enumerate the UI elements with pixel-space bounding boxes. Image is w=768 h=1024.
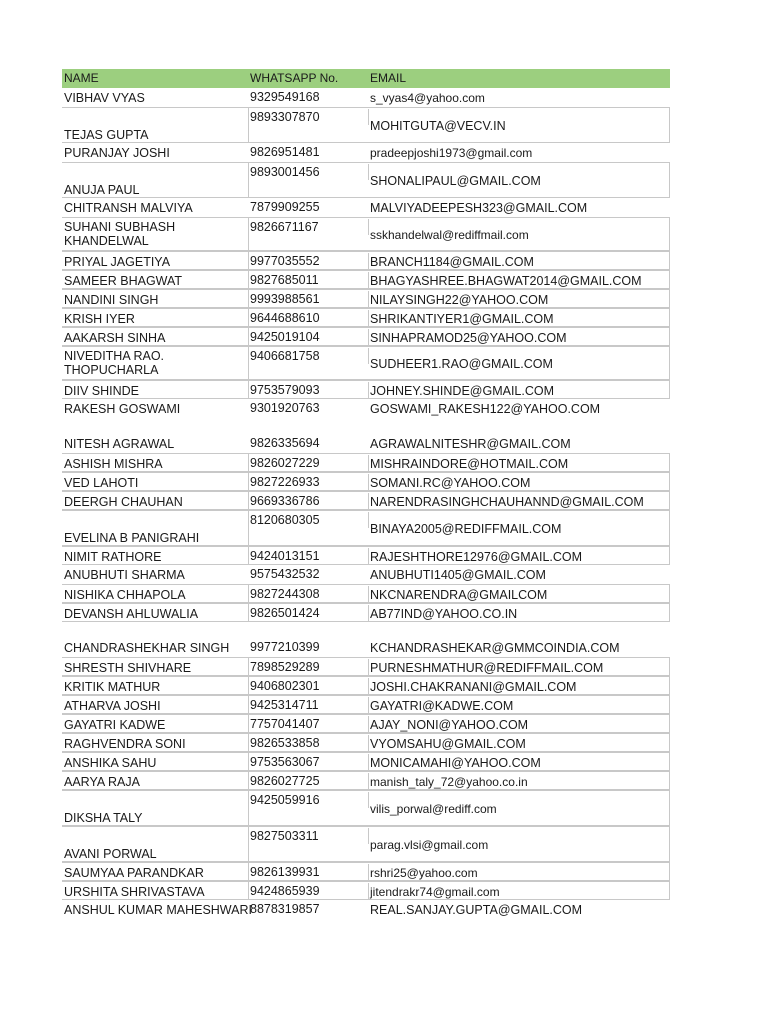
- email-cell: BHAGYASHREE.BHAGWAT2014@GMAIL.COM: [370, 274, 642, 288]
- table-row: [62, 638, 670, 657]
- email-cell: MALVIYADEEPESH323@GMAIL.COM: [370, 201, 588, 215]
- email-cell: JOSHI.CHAKRANANI@GMAIL.COM: [370, 680, 577, 694]
- table-row: [62, 491, 670, 510]
- table-row: [62, 327, 670, 346]
- whatsapp-cell: 9424865939: [250, 884, 368, 898]
- name-cell: DIIV SHINDE: [64, 384, 140, 398]
- name-cell: ASHISH MISHRA: [64, 457, 163, 471]
- table-row: [62, 162, 670, 198]
- table-row: [62, 546, 670, 565]
- whatsapp-cell: 9669336786: [250, 494, 368, 508]
- whatsapp-cell: 9977035552: [250, 254, 368, 268]
- whatsapp-cell: 9753579093: [250, 383, 368, 397]
- table-row: [62, 198, 670, 217]
- email-cell: sskhandelwal@rediffmail.com: [370, 228, 529, 242]
- name-cell: GAYATRI KADWE: [64, 718, 166, 732]
- name-cell: ANUJA PAUL: [64, 183, 140, 197]
- table-row: [62, 270, 670, 289]
- whatsapp-cell: 9827226933: [250, 475, 368, 489]
- table-row: [62, 453, 670, 472]
- whatsapp-cell: 9826671167: [250, 220, 368, 234]
- name-cell: NIVEDITHA RAO. THOPUCHARLA: [64, 349, 165, 377]
- table-row: [62, 657, 670, 676]
- name-cell: SAMEER BHAGWAT: [64, 274, 183, 288]
- table-row: [62, 714, 670, 733]
- name-cell: URSHITA SHRIVASTAVA: [64, 885, 205, 899]
- whatsapp-cell: 9329549168: [250, 90, 320, 104]
- spacer-row: [62, 418, 670, 434]
- name-cell: SUHANI SUBHASH KHANDELWAL: [64, 220, 176, 248]
- email-cell: MISHRAINDORE@HOTMAIL.COM: [370, 457, 569, 471]
- email-cell: rshri25@yahoo.com: [370, 866, 478, 880]
- whatsapp-cell: 9893001456: [250, 165, 368, 179]
- table-row: [62, 308, 670, 327]
- table-row: [62, 565, 670, 584]
- whatsapp-cell: 9826335694: [250, 436, 320, 450]
- whatsapp-cell: 9406802301: [250, 679, 368, 693]
- email-cell: NKCNARENDRA@GMAILCOM: [370, 588, 548, 602]
- name-cell: DIKSHA TALY: [64, 811, 143, 825]
- table-row: [62, 510, 670, 546]
- email-cell: SOMANI.RC@YAHOO.COM: [370, 476, 531, 490]
- table-row: [62, 733, 670, 752]
- whatsapp-cell: 9753563067: [250, 755, 368, 769]
- whatsapp-cell: 9826533858: [250, 736, 368, 750]
- email-cell: SINHAPRAMOD25@YAHOO.COM: [370, 331, 567, 345]
- whatsapp-cell: 9893307870: [250, 110, 368, 124]
- email-cell: AB77IND@YAHOO.CO.IN: [370, 607, 518, 621]
- name-cell: RAKESH GOSWAMI: [64, 402, 181, 416]
- table-row: [62, 399, 670, 418]
- name-cell: AAKARSH SINHA: [64, 331, 166, 345]
- whatsapp-cell: 9826027725: [250, 774, 368, 788]
- table-row: [62, 862, 670, 881]
- name-cell: ANSHUL KUMAR MAHESHWARI: [64, 903, 252, 917]
- spacer-row: [62, 622, 670, 638]
- whatsapp-cell: 7757041407: [250, 717, 368, 731]
- table-row: [62, 251, 670, 270]
- email-cell: MONICAMAHI@YAHOO.COM: [370, 756, 541, 770]
- whatsapp-cell: 7898529289: [250, 660, 368, 674]
- email-cell: KCHANDRASHEKAR@GMMCOINDIA.COM: [370, 641, 620, 655]
- name-cell: DEVANSH AHLUWALIA: [64, 607, 199, 621]
- name-cell: NIMIT RATHORE: [64, 550, 162, 564]
- name-cell: KRITIK MATHUR: [64, 680, 161, 694]
- email-cell: REAL.SANJAY.GUPTA@GMAIL.COM: [370, 903, 583, 917]
- table-row: [62, 380, 670, 399]
- header-whatsapp: WHATSAPP No.: [250, 71, 339, 85]
- table-row: [62, 584, 670, 603]
- table-row: [62, 826, 670, 862]
- name-cell: RAGHVENDRA SONI: [64, 737, 186, 751]
- name-cell: NITESH AGRAWAL: [64, 437, 175, 451]
- email-cell: parag.vlsi@gmail.com: [370, 838, 489, 852]
- email-cell: jitendrakr74@gmail.com: [370, 885, 500, 899]
- name-cell: CHANDRASHEKHAR SINGH: [64, 641, 230, 655]
- table-row: [62, 143, 670, 162]
- name-cell: PURANJAY JOSHI: [64, 146, 170, 160]
- whatsapp-cell: 9826951481: [250, 145, 320, 159]
- name-cell: AARYA RAJA: [64, 775, 140, 789]
- email-cell: GOSWAMI_RAKESH122@YAHOO.COM: [370, 402, 601, 416]
- table-row: [62, 434, 670, 453]
- email-cell: s_vyas4@yahoo.com: [370, 91, 485, 105]
- table-row: [62, 900, 670, 919]
- table-row: [62, 790, 670, 826]
- whatsapp-cell: 8120680305: [250, 513, 368, 527]
- header-email: EMAIL: [370, 71, 407, 85]
- name-cell: VED LAHOTI: [64, 476, 139, 490]
- name-cell: NANDINI SINGH: [64, 293, 159, 307]
- email-cell: vilis_porwal@rediff.com: [370, 802, 497, 816]
- table-row: [62, 472, 670, 491]
- email-cell: SUDHEER1.RAO@GMAIL.COM: [370, 357, 553, 371]
- table-row: [62, 676, 670, 695]
- whatsapp-cell: 9993988561: [250, 292, 368, 306]
- email-cell: BINAYA2005@REDIFFMAIL.COM: [370, 522, 562, 536]
- whatsapp-cell: 9424013151: [250, 549, 368, 563]
- contact-sheet: [62, 69, 670, 919]
- table-row: [62, 346, 670, 380]
- name-cell: KRISH IYER: [64, 312, 135, 326]
- whatsapp-cell: 9827244308: [250, 587, 368, 601]
- name-cell: ATHARVA JOSHI: [64, 699, 161, 713]
- header-row: [62, 69, 670, 88]
- email-cell: NARENDRASINGHCHAUHANND@GMAIL.COM: [370, 495, 644, 509]
- email-cell: AJAY_NONI@YAHOO.COM: [370, 718, 529, 732]
- table-row: [62, 695, 670, 714]
- whatsapp-cell: 9827685011: [250, 273, 368, 287]
- email-cell: PURNESHMATHUR@REDIFFMAIL.COM: [370, 661, 604, 675]
- email-cell: pradeepjoshi1973@gmail.com: [370, 146, 533, 160]
- whatsapp-cell: 9826139931: [250, 865, 368, 879]
- email-cell: SHRIKANTIYER1@GMAIL.COM: [370, 312, 554, 326]
- email-cell: VYOMSAHU@GMAIL.COM: [370, 737, 526, 751]
- email-cell: BRANCH1184@GMAIL.COM: [370, 255, 534, 269]
- table-row: [62, 88, 670, 107]
- table-row: [62, 603, 670, 622]
- name-cell: PRIYAL JAGETIYA: [64, 255, 171, 269]
- table-row: [62, 752, 670, 771]
- whatsapp-cell: 7879909255: [250, 200, 320, 214]
- email-cell: MOHITGUTA@VECV.IN: [370, 119, 506, 133]
- table-row: [62, 881, 670, 900]
- name-cell: NISHIKA CHHAPOLA: [64, 588, 186, 602]
- whatsapp-cell: 9826027229: [250, 456, 368, 470]
- whatsapp-cell: 8878319857: [250, 902, 320, 916]
- email-cell: RAJESHTHORE12976@GMAIL.COM: [370, 550, 583, 564]
- email-cell: manish_taly_72@yahoo.co.in: [370, 775, 528, 789]
- whatsapp-cell: 9406681758: [250, 349, 368, 363]
- whatsapp-cell: 9826501424: [250, 606, 368, 620]
- whatsapp-cell: 9977210399: [250, 640, 320, 654]
- whatsapp-cell: 9425019104: [250, 330, 368, 344]
- whatsapp-cell: 9575432532: [250, 567, 320, 581]
- name-cell: TEJAS GUPTA: [64, 128, 149, 142]
- name-cell: SAUMYAA PARANDKAR: [64, 866, 204, 880]
- table-row: [62, 107, 670, 143]
- whatsapp-cell: 9301920763: [250, 401, 320, 415]
- table-row: [62, 217, 670, 251]
- email-cell: NILAYSINGH22@YAHOO.COM: [370, 293, 549, 307]
- email-cell: SHONALIPAUL@GMAIL.COM: [370, 174, 541, 188]
- whatsapp-cell: 9425314711: [250, 698, 368, 712]
- email-cell: AGRAWALNITESHR@GMAIL.COM: [370, 437, 571, 451]
- name-cell: VIBHAV VYAS: [64, 91, 145, 105]
- table-row: [62, 771, 670, 790]
- name-cell: DEERGH CHAUHAN: [64, 495, 183, 509]
- email-cell: JOHNEY.SHINDE@GMAIL.COM: [370, 384, 555, 398]
- whatsapp-cell: 9644688610: [250, 311, 368, 325]
- email-cell: GAYATRI@KADWE.COM: [370, 699, 514, 713]
- name-cell: CHITRANSH MALVIYA: [64, 201, 193, 215]
- name-cell: ANSHIKA SAHU: [64, 756, 157, 770]
- whatsapp-cell: 9425059916: [250, 793, 368, 807]
- name-cell: EVELINA B PANIGRAHI: [64, 531, 200, 545]
- table-row: [62, 289, 670, 308]
- whatsapp-cell: 9827503311: [250, 829, 368, 843]
- table-body: [62, 88, 670, 919]
- email-cell: ANUBHUTI1405@GMAIL.COM: [370, 568, 546, 582]
- name-cell: ANUBHUTI SHARMA: [64, 568, 185, 582]
- header-name: NAME: [64, 71, 99, 85]
- name-cell: AVANI PORWAL: [64, 847, 157, 861]
- name-cell: SHRESTH SHIVHARE: [64, 661, 192, 675]
